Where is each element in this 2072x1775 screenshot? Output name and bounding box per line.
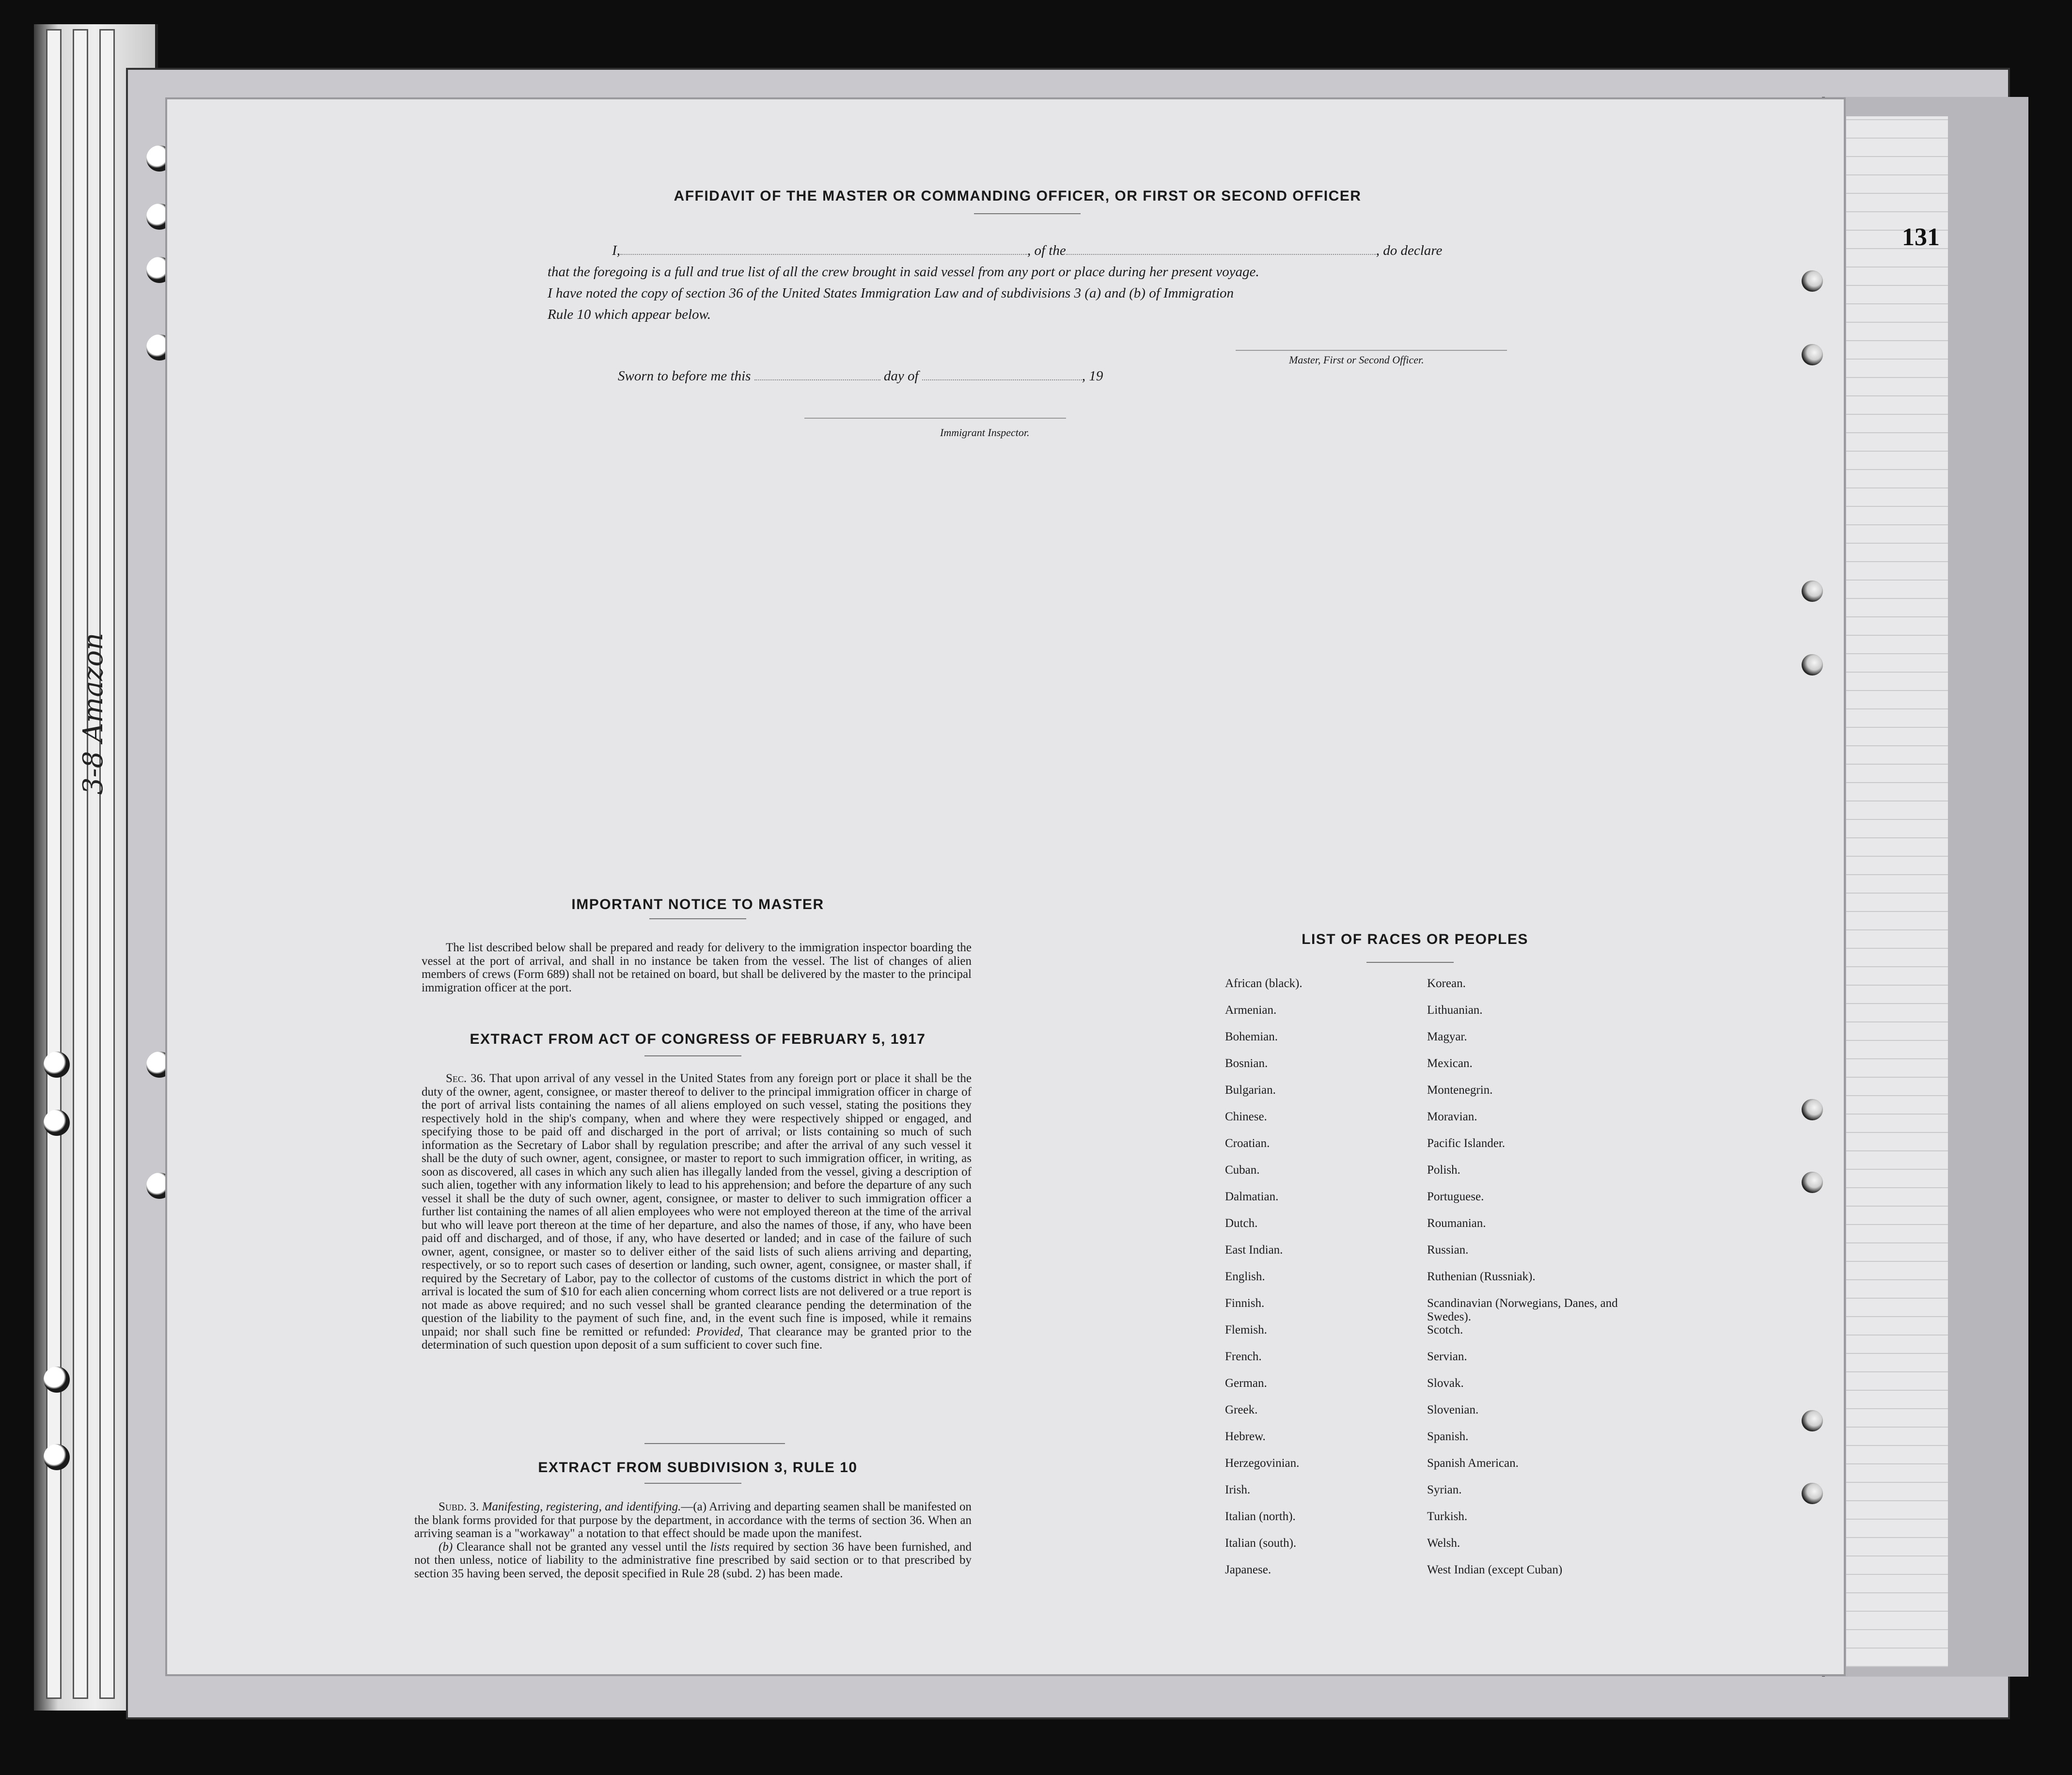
race-item: Polish. xyxy=(1427,1163,1460,1177)
sworn-text: Sworn to before me this xyxy=(618,368,751,384)
race-item: Scandinavian (Norwegians, Danes, and Swedes). xyxy=(1427,1297,1618,1323)
punch-hole xyxy=(44,1367,70,1393)
race-item: Scotch. xyxy=(1427,1323,1463,1336)
punch-hole xyxy=(1802,344,1823,365)
vessel-name-field[interactable] xyxy=(1066,254,1376,255)
notice-text xyxy=(422,941,972,994)
signature-label: Master, First or Second Officer. xyxy=(1289,354,1424,366)
punch-hole xyxy=(44,1110,70,1136)
affidavit-text: , do declare xyxy=(1376,243,1443,258)
races-title: LIST OF RACES OR PEOPLES xyxy=(1302,931,1528,947)
rule-text-emphasis: lists xyxy=(710,1540,730,1554)
affidavit-text: , of the xyxy=(1027,243,1066,258)
punch-hole xyxy=(1802,1172,1823,1193)
race-item: Cuban. xyxy=(1225,1163,1260,1177)
race-item: Ruthenian (Russniak). xyxy=(1427,1270,1536,1283)
title-rule xyxy=(649,918,746,919)
binder-strip xyxy=(73,29,88,1699)
rule-text: required by section 36 have been furnished, and not then unless, notice of liability to the administrative fine prescribed by said section or to that prescribed by section 35 having been served, the deposit specified in Rule 28 (subd. 2) has been made. xyxy=(414,1540,972,1580)
notice-paragraph: The list described below shall be prepared and ready for delivery to the immigration inspector boarding the vessel at the port of arrival, and shall in no instance be taken from the vessel. The list of changes of alien members of crews (Form 689) shall not be retained on board, but shall be delivered by the master to the principal immigration officer at the port. xyxy=(422,941,972,994)
race-item: Japanese. xyxy=(1225,1563,1271,1576)
race-item: Spanish. xyxy=(1427,1430,1469,1443)
rule-text: Arriving and departing seamen shall be manifested on the blank forms provided for that purpose by the department, in accordance with the terms of section 36. When an arriving seaman is a "workaway" a notation to that effect should be made upon the manifest. xyxy=(414,1500,972,1540)
race-item: Bosnian. xyxy=(1225,1057,1268,1070)
notice-title: IMPORTANT NOTICE TO MASTER xyxy=(571,896,824,912)
races-list-left xyxy=(1225,977,1399,1590)
race-item: Chinese. xyxy=(1225,1110,1267,1123)
master-name-field[interactable] xyxy=(620,254,1027,255)
race-item: English. xyxy=(1225,1270,1265,1283)
race-item: Spanish American. xyxy=(1427,1457,1519,1470)
subdivision-label: Subd. 3. xyxy=(439,1500,479,1513)
races-list-right xyxy=(1427,977,1640,1590)
race-item: Moravian. xyxy=(1427,1110,1477,1123)
rule-text: Clearance shall not be granted any vessel until the xyxy=(456,1540,706,1554)
rule-paragraph-b xyxy=(414,1540,972,1581)
affidavit-title: AFFIDAVIT OF THE MASTER OR COMMANDING OFFICER, OR FIRST OR SECOND OFFICER xyxy=(674,188,1362,204)
race-item: Servian. xyxy=(1427,1350,1467,1363)
section-label: Sec. 36. xyxy=(446,1072,486,1085)
affidavit-line-2: that the foregoing is a full and true list of all the crew brought in said vessel from any port or place during her present voyage. xyxy=(548,264,1259,280)
race-item: Roumanian. xyxy=(1427,1217,1486,1230)
sworn-day-field[interactable] xyxy=(754,379,880,380)
affidavit-text: I, xyxy=(612,243,620,258)
sworn-text: day of xyxy=(883,368,919,384)
race-item: Dutch. xyxy=(1225,1217,1258,1230)
margin-handwriting: 3-8 Amazon xyxy=(78,632,109,795)
act-extract-text xyxy=(422,1072,972,1352)
punch-hole xyxy=(1802,581,1823,602)
affidavit-line-3: I have noted the copy of section 36 of the United States Immigration Law and of subdivisions 3 (a) and (b) of Immigration xyxy=(548,285,1234,301)
punch-hole xyxy=(44,1444,70,1470)
paragraph-label: —(a) xyxy=(681,1500,707,1513)
race-item: Pacific Islander. xyxy=(1427,1137,1506,1150)
title-rule xyxy=(644,1483,741,1484)
race-item: Turkish. xyxy=(1427,1510,1468,1523)
proviso-word: Provided, xyxy=(696,1325,743,1338)
affidavit-line-4: Rule 10 which appear below. xyxy=(548,307,711,322)
race-item: Portuguese. xyxy=(1427,1190,1484,1203)
subdivision-heading: Manifesting, registering, and identifying. xyxy=(482,1500,681,1513)
race-item: Syrian. xyxy=(1427,1483,1462,1496)
rule-paragraph-a xyxy=(414,1500,972,1540)
ruled-sheet-edge xyxy=(1846,116,1948,1667)
race-item: Dalmatian. xyxy=(1225,1190,1279,1203)
paragraph-label: (b) xyxy=(439,1540,453,1554)
race-item: Russian. xyxy=(1427,1243,1469,1257)
act-text: That upon arrival of any vessel in the United States from any foreign port or place it shall be the duty of the owner, agent, consignee, or master thereof to deliver to the principal immigration officer in charge of the port of arrival lists containing the names of all aliens employed on such vessel, stating the positions they respectively hold in the ship's company, when and where they were respectively shipped or engaged, and specifying those to be paid off and discharged in the port of arrival; or lists containing so much of such information as the Secretary of Labor shall by regulation prescribe; and after the arrival of any such vessel it shall be the duty of such owner, agent, consignee, or master to report to such immigration officer, in writing, as soon as discovered, all cases in which any such alien has illegally landed from the vessel, giving a description of such alien, together with any information likely to lead to his apprehension; and before the departure of any such vessel it shall be the duty of such owner, agent, consignee, or master to deliver to such immigration officer a further list containing the names of all alien employees who were not employed thereon at the time of the arrival but who will leave port thereon at the time of her departure, and also the names of those, if any, who have been paid off and discharged, and of those, if any, who have deserted or landed; and in case of the failure of such owner, agent, consignee, or master so to deliver either of the said lists of such aliens arriving and departing, respectively, or so to report such cases of desertion or landing, such owner, agent, consignee, or master shall, if required by the Secretary of Labor, pay to the collector of customs of the customs district in which the port of arrival is located the sum of $10 for each alien concerning whom correct lists are not delivered or a true report is not made as above required; and no such vessel shall be granted clearance pending the determination of the question of the liability to the payment of such fine, and, in the event such fine is imposed, while it remains unpaid; nor shall such fine be remitted or refunded: xyxy=(422,1072,972,1338)
sworn-month-field[interactable] xyxy=(922,379,1082,380)
race-item: Korean. xyxy=(1427,977,1466,990)
affidavit-body xyxy=(548,240,1517,325)
punch-hole xyxy=(1802,1410,1823,1431)
sworn-line xyxy=(618,368,1103,384)
race-item: Herzegovinian. xyxy=(1225,1457,1300,1470)
race-item: Slovak. xyxy=(1427,1377,1464,1390)
race-item: Finnish. xyxy=(1225,1297,1265,1310)
binder-strip xyxy=(99,29,115,1699)
race-item: West Indian (except Cuban) xyxy=(1427,1563,1563,1576)
title-rule xyxy=(644,1055,741,1056)
section-rule xyxy=(644,1443,785,1444)
race-item: Slovenian. xyxy=(1427,1403,1479,1416)
race-item: Croatian. xyxy=(1225,1137,1270,1150)
punch-hole xyxy=(1802,654,1823,675)
act-paragraph xyxy=(422,1072,972,1352)
race-item: German. xyxy=(1225,1377,1267,1390)
race-item: French. xyxy=(1225,1350,1262,1363)
race-item: Flemish. xyxy=(1225,1323,1267,1336)
race-item: Italian (south). xyxy=(1225,1537,1297,1550)
race-item: Bulgarian. xyxy=(1225,1084,1276,1097)
affidavit-line-1 xyxy=(548,240,1517,261)
race-item: Italian (north). xyxy=(1225,1510,1296,1523)
signature-line[interactable] xyxy=(1236,350,1507,351)
race-item: Lithuanian. xyxy=(1427,1004,1483,1017)
race-item: Welsh. xyxy=(1427,1537,1460,1550)
race-item: Magyar. xyxy=(1427,1030,1467,1043)
page-number: 131 xyxy=(1902,223,1940,251)
sworn-text: , 19 xyxy=(1082,368,1103,384)
punch-hole xyxy=(1802,1099,1823,1120)
proviso-text: That clearance may be granted prior to the determination of such question upon deposit of a sum sufficient to cover such fine. xyxy=(422,1325,972,1351)
punch-hole xyxy=(1802,270,1823,292)
rule-extract-title: EXTRACT FROM SUBDIVISION 3, RULE 10 xyxy=(538,1460,858,1476)
race-item: African (black). xyxy=(1225,977,1303,990)
rule-extract-text xyxy=(414,1500,972,1580)
race-item: Hebrew. xyxy=(1225,1430,1266,1443)
inspector-signature-line[interactable] xyxy=(804,418,1066,419)
race-item: Bohemian. xyxy=(1225,1030,1278,1043)
title-rule xyxy=(974,213,1081,214)
race-item: Mexican. xyxy=(1427,1057,1473,1070)
punch-hole xyxy=(44,1052,70,1078)
title-rule xyxy=(1366,962,1454,963)
race-item: East Indian. xyxy=(1225,1243,1283,1257)
inspector-label: Immigrant Inspector. xyxy=(940,426,1030,439)
act-extract-title: EXTRACT FROM ACT OF CONGRESS OF FEBRUARY 5, 1917 xyxy=(470,1031,926,1047)
race-item: Irish. xyxy=(1225,1483,1251,1496)
punch-hole xyxy=(1802,1483,1823,1504)
race-item: Armenian. xyxy=(1225,1004,1277,1017)
race-item: Greek. xyxy=(1225,1403,1258,1416)
race-item: Montenegrin. xyxy=(1427,1084,1493,1097)
